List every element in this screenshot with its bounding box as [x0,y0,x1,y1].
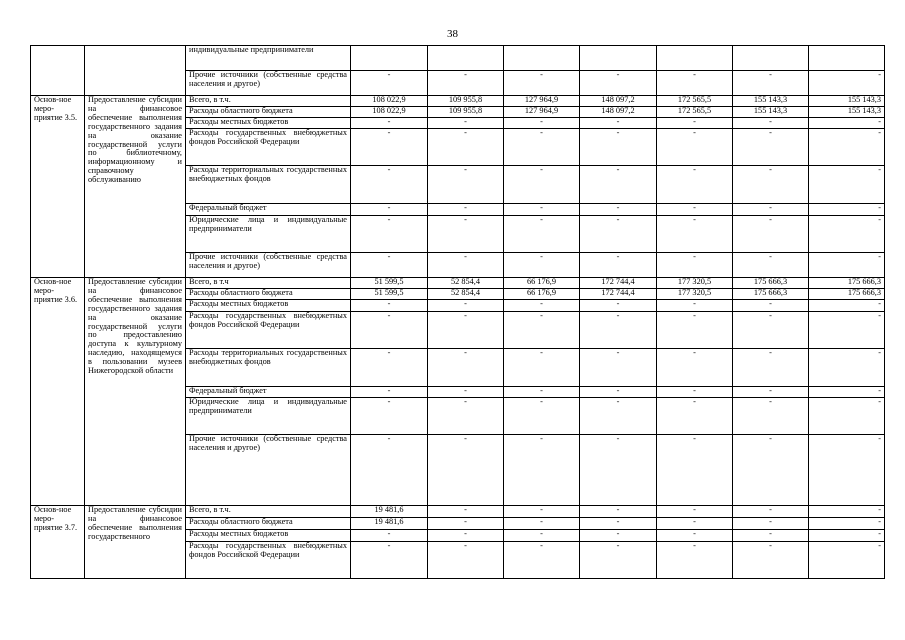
funding-source-cell: Расходы территориальных государственных внебюджетных фондов [186,349,351,387]
value-cell: - [657,312,733,349]
value-cell: - [580,312,657,349]
funding-source-cell: индивидуальные предприниматели [186,46,351,71]
funding-source-cell: Расходы местных бюджетов [186,300,351,312]
value-cell: - [809,300,885,312]
value-cell: - [351,542,428,579]
value-cell: - [657,518,733,530]
value-cell: 52 854,4 [428,278,504,289]
funding-source-cell: Федеральный бюджет [186,204,351,216]
value-cell: - [733,398,809,435]
value-cell: - [504,518,580,530]
measure-description-cell: Предоставление субсидии на финансовое обеспечение выполнения государственного задания на оказание государственной услуги по библиотечному, информационному и справочному обслуживанию [85,96,186,278]
value-cell: 66 176,9 [504,289,580,300]
value-cell: 155 143,3 [809,107,885,118]
value-cell: - [580,518,657,530]
value-cell: - [351,300,428,312]
value-cell: - [580,71,657,96]
value-cell: - [657,542,733,579]
value-cell: 172 744,4 [580,289,657,300]
value-cell: - [428,349,504,387]
value-cell: - [504,253,580,278]
value-cell: - [580,435,657,506]
value-cell: - [580,530,657,542]
value-cell: 51 599,5 [351,278,428,289]
value-cell: - [733,216,809,253]
value-cell: 172 565,5 [657,96,733,107]
value-cell: - [733,166,809,204]
value-cell: - [657,118,733,129]
value-cell: - [809,312,885,349]
value-cell: - [580,166,657,204]
value-cell: - [428,398,504,435]
value-cell: - [428,204,504,216]
value-cell: - [580,542,657,579]
value-cell: - [504,216,580,253]
value-cell: 177 320,5 [657,278,733,289]
value-cell: - [351,216,428,253]
value-cell: - [657,216,733,253]
funding-source-cell: Расходы государственных внебюджетных фондов Российской Федерации [186,542,351,579]
value-cell: - [657,300,733,312]
value-cell: - [809,166,885,204]
value-cell: - [580,387,657,398]
funding-source-cell: Расходы государственных внебюджетных фондов Российской Федерации [186,129,351,166]
value-cell: 175 666,3 [809,289,885,300]
value-cell: - [809,204,885,216]
value-cell: - [733,349,809,387]
value-cell: - [580,204,657,216]
value-cell: - [580,300,657,312]
value-cell: 172 565,5 [657,107,733,118]
value-cell: - [657,387,733,398]
value-cell: - [809,398,885,435]
value-cell: - [809,530,885,542]
funding-source-cell: Всего, в т.ч [186,278,351,289]
measure-code-cell: Основ-ное меро-приятие 3.6. [31,278,85,506]
funding-source-cell: Расходы местных бюджетов [186,118,351,129]
value-cell: - [733,129,809,166]
funding-source-cell: Расходы областного бюджета [186,107,351,118]
value-cell: - [657,530,733,542]
value-cell: - [428,118,504,129]
value-cell [351,46,428,71]
table-row [31,278,885,289]
value-cell: 172 744,4 [580,278,657,289]
funding-source-cell: Федеральный бюджет [186,387,351,398]
value-cell: 109 955,8 [428,96,504,107]
value-cell: - [504,129,580,166]
value-cell: - [580,349,657,387]
value-cell: - [733,542,809,579]
funding-source-cell: Расходы государственных внебюджетных фондов Российской Федерации [186,312,351,349]
value-cell: - [657,435,733,506]
value-cell: - [351,530,428,542]
value-cell: - [580,118,657,129]
funding-source-cell: Расходы областного бюджета [186,289,351,300]
value-cell: - [657,253,733,278]
value-cell: - [428,387,504,398]
value-cell: - [657,129,733,166]
value-cell: - [657,349,733,387]
value-cell: 108 022,9 [351,96,428,107]
value-cell: - [428,518,504,530]
value-cell: 175 666,3 [809,278,885,289]
value-cell: - [733,506,809,518]
value-cell: - [428,312,504,349]
value-cell: - [733,204,809,216]
funding-source-cell: Прочие источники (собственные средства населения и другое) [186,253,351,278]
value-cell: - [580,398,657,435]
value-cell [428,46,504,71]
funding-source-cell: Всего, в т.ч. [186,506,351,518]
table-row [31,46,885,71]
value-cell: - [504,398,580,435]
value-cell: - [809,129,885,166]
value-cell: - [809,118,885,129]
value-cell: - [809,542,885,579]
value-cell: 19 481,6 [351,518,428,530]
value-cell: 127 964,9 [504,107,580,118]
value-cell: - [809,349,885,387]
funding-source-cell: Расходы местных бюджетов [186,530,351,542]
page-number: 38 [447,28,458,40]
measure-code-cell: Основ-ное меро-приятие 3.5. [31,96,85,278]
value-cell: - [504,435,580,506]
value-cell: - [428,530,504,542]
value-cell: - [351,71,428,96]
value-cell: - [351,204,428,216]
value-cell: - [580,216,657,253]
value-cell: - [428,506,504,518]
value-cell: - [809,216,885,253]
funding-table [30,45,885,579]
value-cell: - [428,253,504,278]
value-cell: - [733,530,809,542]
value-cell: 155 143,3 [733,96,809,107]
value-cell: - [504,387,580,398]
measure-description-cell: Предоставление субсидии на финансовое обеспечение выполнения государственного задания на оказание государственной услуги по предоставлению доступа к культурному наследию, находящемуся в пользовании музеев Нижегородской области [85,278,186,506]
value-cell: 52 854,4 [428,289,504,300]
value-cell [504,46,580,71]
value-cell: 127 964,9 [504,96,580,107]
value-cell: - [504,300,580,312]
value-cell: - [504,506,580,518]
value-cell: 155 143,3 [809,96,885,107]
value-cell: - [809,506,885,518]
value-cell: - [504,530,580,542]
funding-source-cell: Расходы территориальных государственных внебюджетных фондов [186,166,351,204]
value-cell: 109 955,8 [428,107,504,118]
funding-source-cell: Прочие источники (собственные средства населения и другое) [186,71,351,96]
value-cell: - [428,216,504,253]
table-row [31,506,885,518]
value-cell: - [809,253,885,278]
value-cell: 155 143,3 [733,107,809,118]
funding-source-cell: Всего, в т.ч. [186,96,351,107]
value-cell [733,46,809,71]
value-cell [809,46,885,71]
measure-code-cell: Основ-ное меро-приятие 3.7. [31,506,85,579]
value-cell: - [504,312,580,349]
value-cell: - [351,129,428,166]
measure-description-cell: Предоставление субсидии на финансовое обеспечение выполнения государственного [85,506,186,579]
value-cell: 19 481,6 [351,506,428,518]
value-cell [580,46,657,71]
value-cell: - [657,204,733,216]
value-cell: 108 022,9 [351,107,428,118]
value-cell: - [504,71,580,96]
value-cell: - [351,253,428,278]
measure-description-cell [85,46,186,96]
value-cell: - [809,71,885,96]
funding-source-cell: Юридические лица и индивидуальные предприниматели [186,398,351,435]
value-cell: 175 666,3 [733,278,809,289]
value-cell: - [580,506,657,518]
value-cell: - [809,387,885,398]
value-cell: - [733,300,809,312]
value-cell: 175 666,3 [733,289,809,300]
value-cell: 51 599,5 [351,289,428,300]
value-cell: - [504,204,580,216]
value-cell: - [351,398,428,435]
value-cell [657,46,733,71]
value-cell: - [733,435,809,506]
value-cell: - [428,300,504,312]
value-cell: - [351,349,428,387]
value-cell: - [733,71,809,96]
value-cell: - [809,518,885,530]
value-cell: - [351,435,428,506]
value-cell: 177 320,5 [657,289,733,300]
value-cell: 148 097,2 [580,107,657,118]
value-cell: - [428,129,504,166]
value-cell: - [733,312,809,349]
funding-source-cell: Расходы областного бюджета [186,518,351,530]
value-cell: - [504,118,580,129]
value-cell: - [657,506,733,518]
value-cell: - [580,253,657,278]
value-cell: - [428,542,504,579]
value-cell: - [428,71,504,96]
value-cell: - [733,518,809,530]
funding-source-cell: Юридические лица и индивидуальные предприниматели [186,216,351,253]
value-cell: 66 176,9 [504,278,580,289]
value-cell: - [657,398,733,435]
value-cell: - [351,312,428,349]
value-cell: 148 097,2 [580,96,657,107]
table-row [31,96,885,107]
value-cell: - [809,435,885,506]
value-cell: - [657,71,733,96]
value-cell: - [504,349,580,387]
value-cell: - [351,166,428,204]
value-cell: - [504,166,580,204]
value-cell: - [733,118,809,129]
funding-source-cell: Прочие источники (собственные средства населения и другое) [186,435,351,506]
value-cell: - [428,435,504,506]
measure-code-cell [31,46,85,96]
value-cell: - [351,118,428,129]
value-cell: - [580,129,657,166]
value-cell: - [504,542,580,579]
value-cell: - [657,166,733,204]
value-cell: - [428,166,504,204]
value-cell: - [733,253,809,278]
value-cell: - [733,387,809,398]
value-cell: - [351,387,428,398]
